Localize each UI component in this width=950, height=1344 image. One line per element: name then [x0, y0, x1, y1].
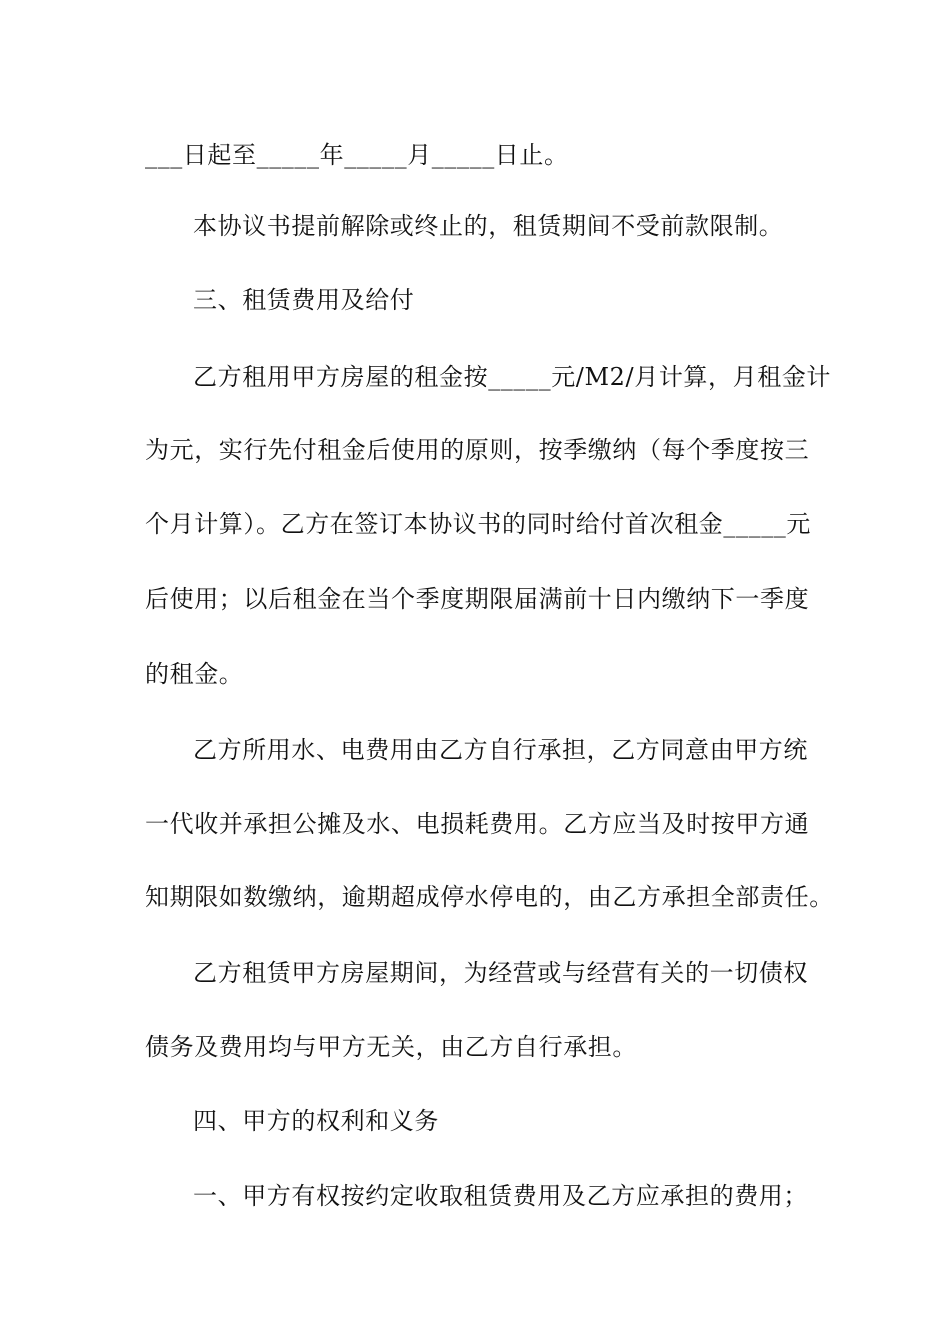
text-line: 债务及费用均与甲方无关，由乙方自行承担。	[145, 1033, 637, 1061]
text-line: 一、甲方有权按约定收取租赁费用及乙方应承担的费用；	[193, 1182, 808, 1210]
text-line: 一代收并承担公摊及水、电损耗费用。乙方应当及时按甲方通	[145, 810, 810, 838]
text-line: 的租金。	[145, 660, 244, 688]
text-line: 乙方租用甲方房屋的租金按_____元/M2/月计算，月租金计	[193, 363, 832, 391]
section-heading: 四、甲方的权利和义务	[193, 1107, 439, 1135]
text-line: 为元，实行先付租金后使用的原则，按季缴纳（每个季度按三	[145, 436, 810, 464]
text-line: ___日起至_____年_____月_____日止。	[145, 141, 569, 169]
section-heading: 三、租赁费用及给付	[193, 286, 415, 314]
text-line: 乙方所用水、电费用由乙方自行承担，乙方同意由甲方统	[193, 736, 808, 764]
text-line: 后使用；以后租金在当个季度期限届满前十日内缴纳下一季度	[145, 585, 810, 613]
text-line: 乙方租赁甲方房屋期间，为经营或与经营有关的一切债权	[193, 959, 808, 987]
text-line: 本协议书提前解除或终止的，租赁期间不受前款限制。	[193, 212, 784, 240]
text-line: 知期限如数缴纳，逾期超成停水停电的，由乙方承担全部责任。	[145, 883, 834, 911]
text-line: 个月计算）。乙方在签订本协议书的同时给付首次租金_____元	[145, 510, 811, 538]
